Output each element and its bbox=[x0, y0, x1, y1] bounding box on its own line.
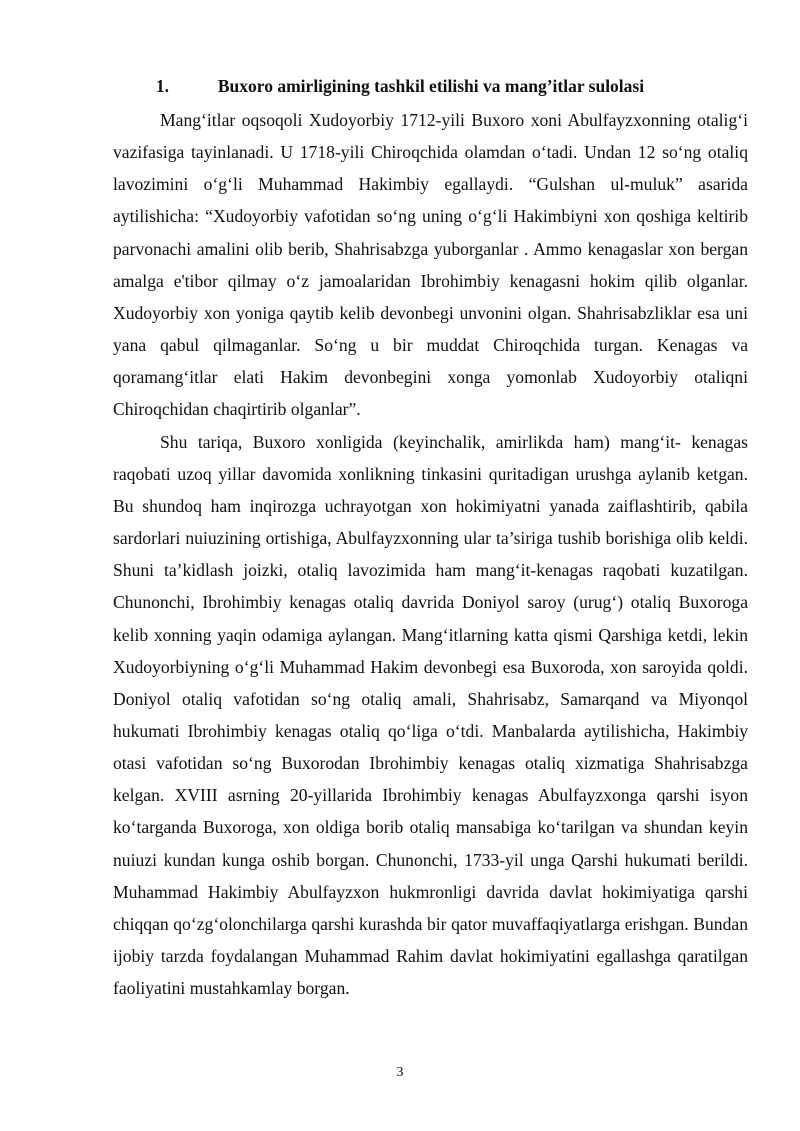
page-number: 3 bbox=[396, 1065, 404, 1080]
paragraph-1: Mang‘itlar oqsoqoli Xudoyorbiy 1712-yili Buxoro xoni Abulfayzxonning otalig‘i vazifasiga tayinlanadi. U 1718-yili Chiroqchida olamdan o‘tadi. Undan 12 so‘ng otaliq lavozimini o‘g‘li Muhammad Hakimbiy egallaydi. “Gulshan ul-muluk” asarida aytilishicha: “Xudoyorbiy vafotidan so‘ng uning o‘g‘li Hakimbiyni xon qoshiga keltirib parvonachi amalini olib berib, Shahrisabzga yuborganlar . Ammo kenagaslar xon bergan amalga e'tibor qilmay o‘z jamoalaridan Ibrohimbiy kenagasni hokim qilib olganlar. Xudoyorbiy xon yoniga qaytib kelib devonbegi unvonini olgan. Shahrisabzliklar esa uni yana qabul qilmaganlar. So‘ng u bir muddat Chiroqchida turgan. Kenagas va qoramang‘itlar elati Hakim devonbegini xonga yomonlab Xudoyorbiy otaliqni Chiroqchidan chaqirtirib olganlar”. bbox=[113, 110, 748, 420]
section-title: Buxoro amirligining tashkil etilishi va mang’itlar sulolasi bbox=[217, 76, 645, 96]
body-text bbox=[113, 104, 748, 1004]
paragraph-2: Shu tariqa, Buxoro xonligida (keyinchalik, amirlikda ham) mang‘it- kenagas raqobati uzoq yillar davomida xonlikning tinkasini quritadigan urushga aylanib ketgan. Bu shundoq ham inqirozga uchrayotgan xon hokimiyatni yanada zaiflashtirib, qabila sardorlari nuiuzining ortishiga, Abulfayzxonning ular ta’siriga tushib borishiga olib keldi. Shuni ta’kidlash joizki, otaliq lavozimida ham mang‘it-kenagas raqobati kuzatilgan. Chunonchi, Ibrohimbiy kenagas otaliq davrida Doniyol saroy (urug‘) otaliq Buxoroga kelib xonning yaqin odamiga aylangan. Mang‘itlarning katta qismi Qarshiga ketdi, lekin Xudoyorbiyning o‘g‘li Muhammad Hakim devonbegi esa Buxoroda, xon saroyida qoldi. Doniyol otaliq vafotidan so‘ng otaliq amali, Shahrisabz, Samarqand va Miyonqol hukumati Ibrohimbiy kenagas otaliq qo‘liga o‘tdi. Manbalarda aytilishicha, Hakimbiy otasi vafotidan so‘ng Buxorodan Ibrohimbiy kenagas otaliq xizmatiga Shahrisabzga kelgan. XVIII asrning 20-yillarida Ibrohimbiy kenagas Abulfayzxonga qarshi isyon ko‘targanda Buxoroga, xon oldiga borib otaliq mansabiga ko‘tarilgan va shundan keyin nuiuzi kundan kunga oshib borgan. Chunonchi, 1733-yil unga Qarshi hukumati berildi. Muhammad Hakimbiy Abulfayzxon hukmronligi davrida davlat hokimiyatiga qarshi chiqqan qo‘zg‘olonchilarga qarshi kurashda bir qator muvaffaqiyatlarga erishgan. Bundan ijobiy tarzda foydalangan Muhammad Rahim davlat hokimiyatini egallashga qaratilgan faoliyatini mustahkamlay borgan. bbox=[113, 431, 748, 999]
section-number: 1. bbox=[155, 76, 169, 96]
section-heading bbox=[0, 74, 800, 98]
